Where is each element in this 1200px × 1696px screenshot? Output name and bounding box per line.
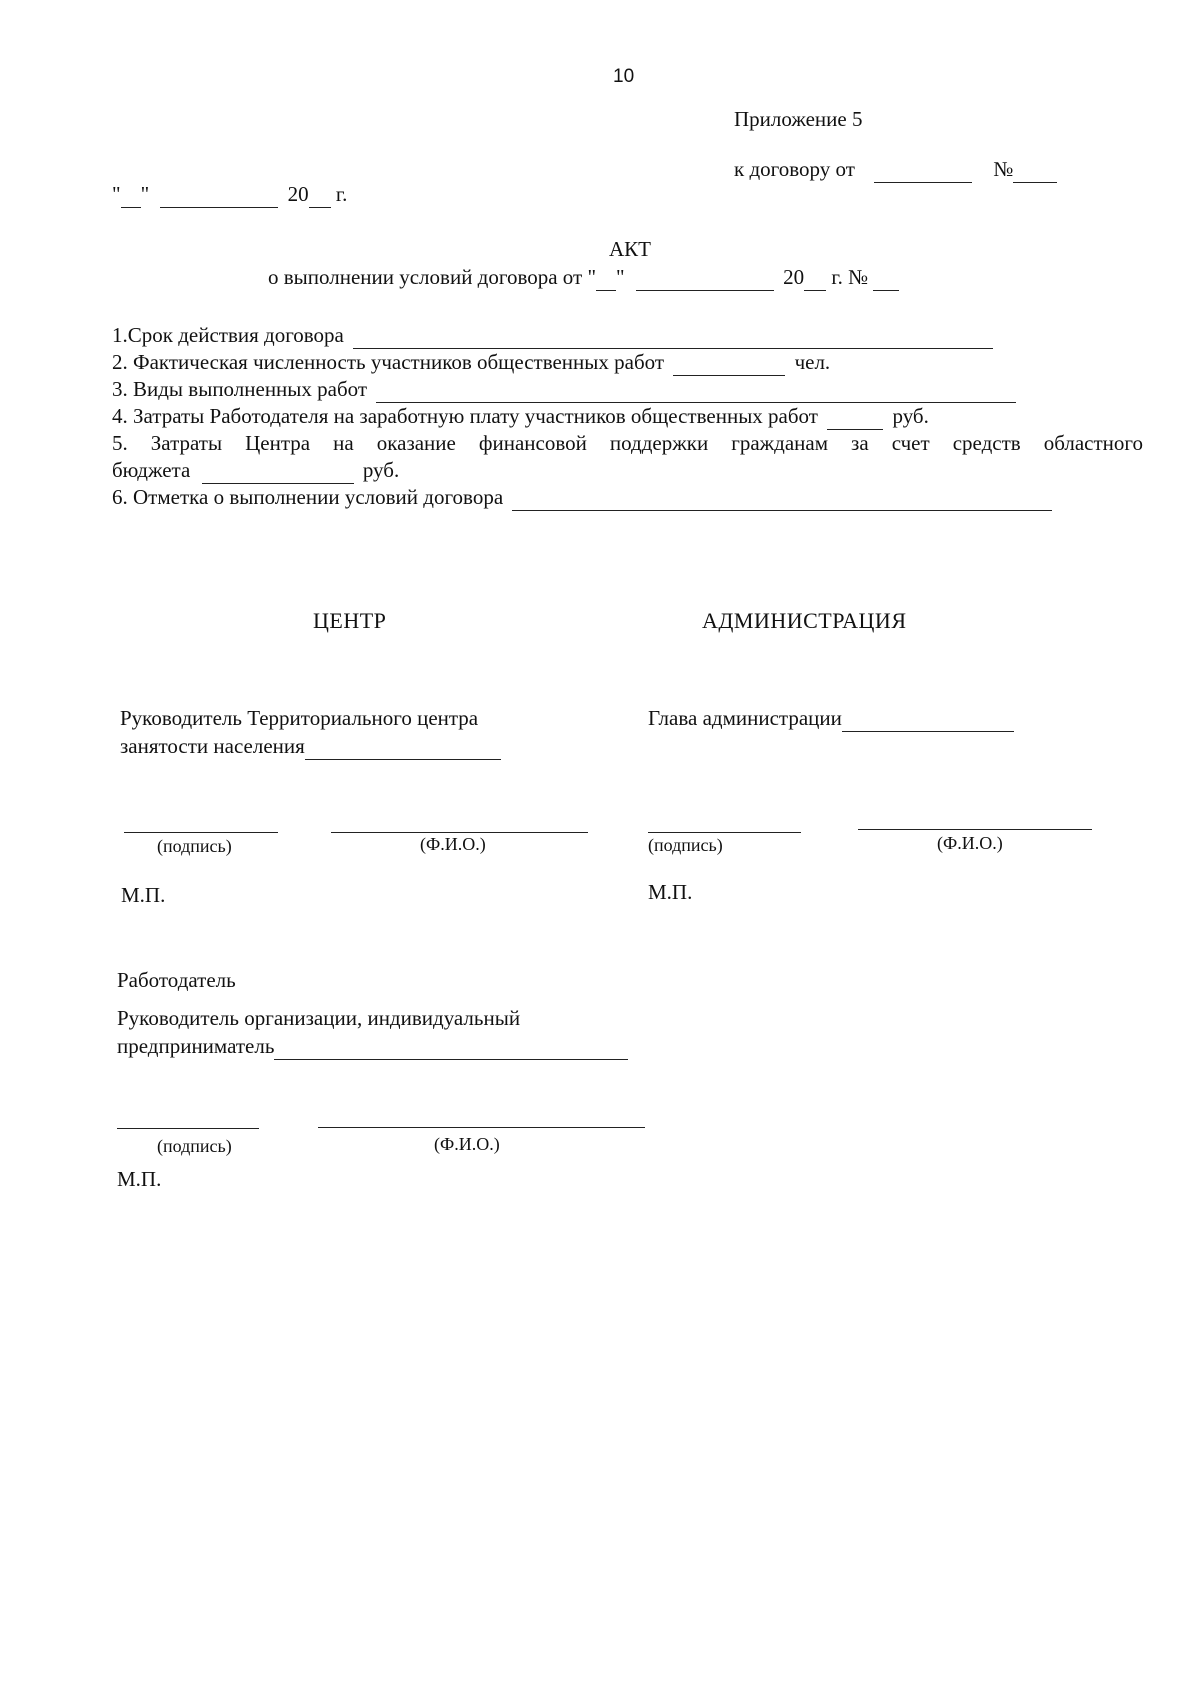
- administration-signature-caption: (подпись): [648, 835, 723, 855]
- month-blank: [160, 182, 278, 208]
- employer-stamp: М.П.: [117, 1167, 162, 1191]
- item-1-blank: [353, 323, 993, 349]
- date-quote-open: ": [112, 182, 121, 206]
- act-number-label: г. №: [831, 265, 869, 289]
- center-role-line-2: [120, 734, 501, 760]
- employer-role-blank: [274, 1034, 628, 1060]
- employer-name-line: [318, 1127, 645, 1128]
- date-quote-close: ": [140, 182, 150, 206]
- item-5-unit: руб.: [362, 458, 400, 482]
- contract-number-blank: [1013, 157, 1057, 183]
- center-role-line-1: Руководитель Территориального центра: [120, 706, 479, 730]
- appendix-contract-line: [734, 157, 1057, 183]
- center-name-line: [331, 832, 588, 833]
- act-day-blank: [596, 265, 616, 291]
- item-5-budget-label: бюджета: [112, 458, 191, 482]
- item-2-unit: чел.: [794, 350, 831, 374]
- employer-name-caption: (Ф.И.О.): [434, 1134, 500, 1154]
- item-3-label: 3. Виды выполненных работ: [112, 377, 368, 401]
- item-6-label: 6. Отметка о выполнении условий договора: [112, 485, 504, 509]
- act-subtitle: [268, 265, 899, 291]
- act-number-blank: [873, 265, 899, 291]
- act-subtitle-prefix: о выполнении условий договора от ": [268, 265, 597, 289]
- administration-role-label: Глава администрации: [648, 706, 842, 730]
- item-2-label: 2. Фактическая численность участников общественных работ: [112, 350, 665, 374]
- item-4-label: 4. Затраты Работодателя на заработную плату участников общественных работ: [112, 404, 818, 428]
- appendix-contract-prefix: к договору от: [734, 157, 855, 181]
- item-3-blank: [376, 377, 1016, 403]
- act-quote-close: ": [616, 265, 625, 289]
- administration-signature-line: [648, 832, 801, 833]
- employer-role-line-2: [117, 1034, 628, 1060]
- employer-signature-line: [117, 1128, 259, 1129]
- administration-role: [648, 706, 1014, 732]
- administration-role-blank: [842, 706, 1014, 732]
- center-heading: ЦЕНТР: [313, 608, 387, 633]
- item-6: [112, 485, 1052, 511]
- item-2-blank: [673, 350, 785, 376]
- item-4: [112, 404, 929, 430]
- date-year: 20: [287, 182, 309, 206]
- item-4-blank: [827, 404, 883, 430]
- center-signature-line: [124, 832, 278, 833]
- act-year-blank: [804, 265, 826, 291]
- appendix-title: Приложение 5: [734, 107, 863, 131]
- administration-name-line: [858, 829, 1092, 830]
- center-role-label: занятости населения: [120, 734, 305, 758]
- employer-role-label: предприниматель: [117, 1034, 275, 1058]
- date-suffix: г.: [335, 182, 348, 206]
- act-month-blank: [636, 265, 774, 291]
- item-4-unit: руб.: [892, 404, 929, 428]
- center-signature-caption: (подпись): [157, 836, 232, 856]
- administration-name-caption: (Ф.И.О.): [937, 833, 1003, 853]
- center-name-caption: (Ф.И.О.): [420, 834, 486, 854]
- page-number: 10: [613, 66, 635, 87]
- administration-heading: АДМИНИСТРАЦИЯ: [702, 608, 907, 633]
- act-title: АКТ: [609, 237, 651, 261]
- item-5-line-2: [112, 458, 399, 484]
- center-stamp: М.П.: [121, 883, 166, 907]
- item-3: [112, 377, 1016, 403]
- employer-role-line-1: Руководитель организации, индивидуальный: [117, 1006, 521, 1030]
- employer-heading: Работодатель: [117, 968, 236, 992]
- item-6-blank: [512, 485, 1052, 511]
- act-year: 20: [783, 265, 805, 289]
- item-1: [112, 323, 993, 349]
- year-blank: [309, 182, 331, 208]
- number-sign: №: [993, 157, 1014, 181]
- date-line: [112, 182, 347, 208]
- item-1-label: 1.Срок действия договора: [112, 323, 344, 347]
- item-5-blank: [202, 458, 354, 484]
- center-role-blank: [305, 734, 501, 760]
- contract-date-blank: [874, 157, 972, 183]
- day-blank: [121, 182, 141, 208]
- employer-signature-caption: (подпись): [157, 1136, 232, 1156]
- administration-stamp: М.П.: [648, 880, 693, 904]
- item-5-line-1: 5. Затраты Центра на оказание финансовой поддержки гражданам за счет средств областного: [112, 431, 1143, 455]
- item-2: [112, 350, 830, 376]
